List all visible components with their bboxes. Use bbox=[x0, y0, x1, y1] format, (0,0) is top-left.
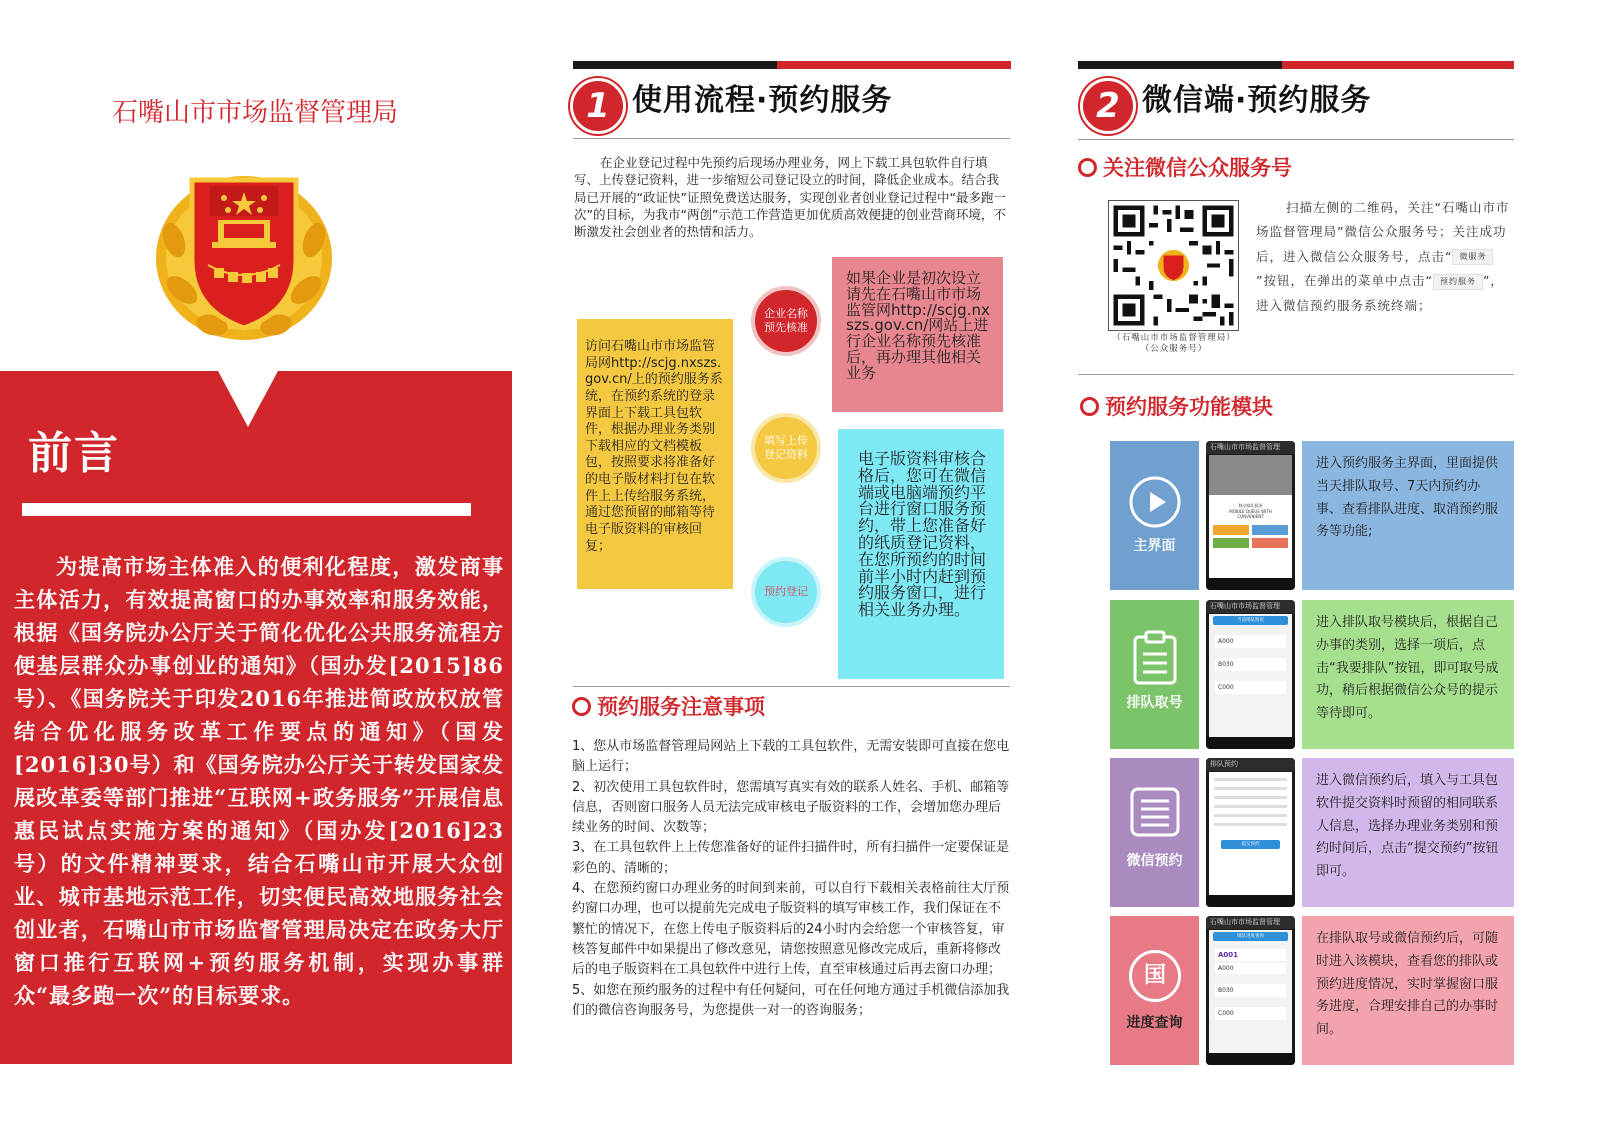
agency-name: 石嘴山市市场监督管理局 bbox=[112, 98, 399, 128]
note-item: 5、如您在预约服务的过程中有任何疑问，可在任何地方通过手机微信添加我们的微信咨询服务号，为您提供一对一的咨询服务； bbox=[572, 982, 1010, 1018]
flow-cyan-box: 电子版资料审核合格后，您可在微信端或电脑端预约平台进行窗口服务预约，带上您准备好的纸质登记资料，在您所预约的时间前半小时内赶到预约服务窗口，进行相关业务办理。 bbox=[838, 429, 1004, 679]
qr-code[interactable] bbox=[1108, 200, 1239, 331]
middle-title-underline bbox=[573, 138, 1010, 139]
note-item: 4、在您预约窗口办理业务的时间到来前，可以自行下载相关表格前往大厅预约窗口办理，也可以提前先完成电子版资料的填写审核工作，我们保证在不繁忙的情况下，在您上传电子版资料后的24小时内会给您一个审核答复，审核答复邮件中如果提出了修改意见，请您按照意见修改完成后，重新将修改后的电子版资料在工具包软件中进行上传，直至审核通过后再去窗口办理； bbox=[572, 881, 1010, 978]
qr-caption-line: （公众服务号） bbox=[1140, 344, 1208, 354]
phone-screenshot-booking bbox=[1206, 758, 1295, 907]
step-number-badge-2: 2 bbox=[1080, 78, 1136, 134]
right-header-bar-dark bbox=[1078, 61, 1282, 69]
phone-line: B030 bbox=[1215, 658, 1286, 671]
flow-pink-box: 如果企业是初次设立请先在石嘴山市市场监管网http://scjg.nxszs.gov.cn/网站上进行企业名称预先核准后，再办理其他相关业务 bbox=[832, 257, 1003, 412]
form-icon bbox=[1129, 786, 1181, 838]
emblem-icon: 国 bbox=[1129, 950, 1181, 1002]
follow-title bbox=[1078, 158, 1292, 179]
phone-line: A000 bbox=[1215, 963, 1286, 974]
module-main-label: 主界面 bbox=[1133, 538, 1176, 554]
phone-line: B030 bbox=[1215, 984, 1286, 997]
phone-title: 石嘴山市市场监督管理 bbox=[1206, 916, 1295, 929]
menu-button-weifuwu[interactable]: 微服务 bbox=[1452, 249, 1493, 265]
follow-text-part: ”，进入微信预约服务系统终端； bbox=[1256, 273, 1504, 313]
ring-icon bbox=[1080, 397, 1099, 416]
phone-line: 排队进度查询 bbox=[1213, 932, 1288, 941]
preface-divider bbox=[22, 503, 471, 516]
right-divider bbox=[1078, 374, 1514, 375]
preface-heading: 前言 bbox=[28, 428, 120, 479]
follow-title-text: 关注微信公众服务号 bbox=[1103, 156, 1292, 180]
modules-title bbox=[1080, 397, 1273, 418]
step3-circle: 预约登记 bbox=[751, 557, 821, 627]
module-booking-desc: 进入微信预约后，填入与工具包软件提交资料时预留的相同联系人信息，选择办理业务类别和预约时间后，点击“提交预约”按钮即可。 bbox=[1302, 758, 1514, 907]
right-section-title: 微信端·预约服务 bbox=[1142, 83, 1372, 118]
menu-button-yuyue[interactable]: 预约服务 bbox=[1433, 274, 1483, 290]
step1-circle: 企业名称预先核准 bbox=[751, 286, 821, 356]
module-queue-tile[interactable] bbox=[1110, 600, 1199, 749]
notes-title bbox=[572, 697, 765, 718]
phone-line: MOBILE QUEUE WITH bbox=[1229, 509, 1272, 514]
module-queue-desc: 进入排队取号模块后，根据自己办事的类别，选择一项后，点击“我要排队”按钮，即可取号成功，稍后根据微信公众号的提示等待即可。 bbox=[1302, 600, 1514, 749]
phone-title: 排队预约 bbox=[1206, 758, 1295, 771]
middle-intro: 在企业登记过程中先预约后现场办理业务，网上下载工具包软件自行填写、上传登记资料，进一步缩短公司登记设立的时间，降低企业成本。结合我局已开展的“政证快”证照免费送达服务，实现创业者创业登记过程中“最多跑一次”的目标，为我市“两创”示范工作营造更加优质高效便捷的创业营商环境，不断激发社会创业者的热情和活力。 bbox=[574, 155, 1006, 239]
right-title-underline bbox=[1078, 139, 1514, 140]
note-item: 2、初次使用工具包软件时，您需填写真实有效的联系人姓名、手机、邮箱等信息，否则窗口服务人员无法完成审核电子版资料的工作，会增加您办理后续业务的时间、次数等； bbox=[572, 779, 1010, 836]
play-icon bbox=[1128, 475, 1182, 529]
follow-text-part: 扫描左侧的二维码，关注“石嘴山市市场监督管理局”微信公众服务号；关注成功后，进入微信公众服务号，点击“ bbox=[1256, 200, 1510, 264]
phone-line: 移动排队服务 bbox=[1238, 503, 1263, 508]
module-main-desc: 进入预约服务主界面，里面提供当天排队取号、7天内预约办事、查看排队进度、取消预约服务等功能; bbox=[1302, 441, 1514, 590]
qr-caption bbox=[1098, 333, 1250, 355]
phone-screenshot-progress bbox=[1206, 916, 1295, 1065]
module-booking-tile[interactable] bbox=[1110, 758, 1199, 907]
module-queue-label: 排队取号 bbox=[1126, 695, 1183, 711]
middle-header-bar-dark bbox=[573, 61, 777, 69]
notch-decoration bbox=[218, 371, 278, 427]
follow-text bbox=[1256, 196, 1514, 318]
right-header-bar-red bbox=[1282, 61, 1514, 69]
phone-line: CONVENIENT bbox=[1237, 514, 1264, 519]
phone-line: A000 bbox=[1215, 635, 1286, 648]
step2-circle: 填写上传登记资料 bbox=[751, 413, 821, 483]
clipboard-icon bbox=[1130, 630, 1180, 686]
phone-title: 石嘴山市市场监督管理 bbox=[1206, 441, 1295, 454]
submit-booking-button: 提交预约 bbox=[1221, 840, 1280, 849]
middle-section-title: 使用流程·预约服务 bbox=[632, 83, 893, 118]
ring-icon bbox=[572, 697, 591, 716]
phone-screenshot-main bbox=[1206, 441, 1295, 590]
qr-caption-line: （石嘴山市市场监督管理局） bbox=[1112, 333, 1236, 343]
follow-text-part: ”按钮，在弹出的菜单中点击“ bbox=[1256, 273, 1433, 289]
preface-body: 为提高市场主体准入的便利化程度，激发商事主体活力，有效提高窗口的办事效率和服务效能，根据《国务院办公厅关于简化优化公共服务流程方便基层群众办事创业的通知》（国办发[2015]86号）、《国务院关于印发2016年推进简政放权放管结合优化服务改革工作要点的通知》（国发[2016]30号）和《国务院办公厅关于转发国家发展改革委等部门推进“互联网+政务服务”开展信息惠民试点实施方案的通知》（国办发[2016]23号）的文件精神要求，结合石嘴山市开展大众创业、城市基地示范工作，切实便民高效地服务社会创业者，石嘴山市市场监督管理局决定在政务大厅窗口推行互联网+预约服务机制，实现办事群众“最多跑一次”的目标要求。 bbox=[14, 554, 504, 1008]
phone-title: 石嘴山市市场监督管理 bbox=[1206, 600, 1295, 613]
phone-line: 当前排队情况 bbox=[1213, 616, 1288, 625]
national-emblem bbox=[152, 160, 336, 344]
module-progress-desc: 在排队取号或微信预约后，可随时进入该模块，查看您的排队或预约进度情况，实时掌握窗口服务进度，合理安排自己的办事时间。 bbox=[1302, 916, 1514, 1065]
note-item: 3、在工具包软件上上传您准备好的证件扫描件时，所有扫描件一定要保证是彩色的、清晰的； bbox=[572, 840, 1010, 876]
phone-line: A001 bbox=[1215, 949, 1286, 961]
module-progress-label: 进度查询 bbox=[1126, 1015, 1183, 1031]
module-booking-label: 微信预约 bbox=[1126, 853, 1183, 869]
phone-line: C000 bbox=[1215, 1007, 1286, 1020]
modules-title-text: 预约服务功能模块 bbox=[1105, 395, 1273, 419]
middle-header-bar-red bbox=[777, 61, 1011, 69]
phone-line: C000 bbox=[1215, 681, 1286, 694]
note-item: 1、您从市场监督管理局网站上下载的工具包软件，无需安装即可直接在您电脑上运行； bbox=[572, 739, 1010, 775]
module-main-tile[interactable] bbox=[1110, 441, 1199, 590]
notes-title-text: 预约服务注意事项 bbox=[597, 695, 765, 719]
module-progress-tile[interactable] bbox=[1110, 916, 1199, 1065]
step-number-badge: 1 bbox=[570, 78, 626, 134]
notes-list bbox=[572, 737, 1010, 1021]
flow-yellow-box: 访问石嘴山市市场监管局网http://scjg.nxszs.gov.cn/上的预约服务系统，在预约系统的登录界面上下载工具包软件，根据办理业务类别下载相应的文档模板包，按照要求将准备好的电子版材料打包在软件上上传给服务系统，通过您预留的邮箱等待电子版资料的审核回复； bbox=[577, 319, 733, 589]
ring-icon bbox=[1078, 158, 1097, 177]
middle-divider bbox=[573, 686, 1010, 687]
phone-screenshot-queue bbox=[1206, 600, 1295, 749]
